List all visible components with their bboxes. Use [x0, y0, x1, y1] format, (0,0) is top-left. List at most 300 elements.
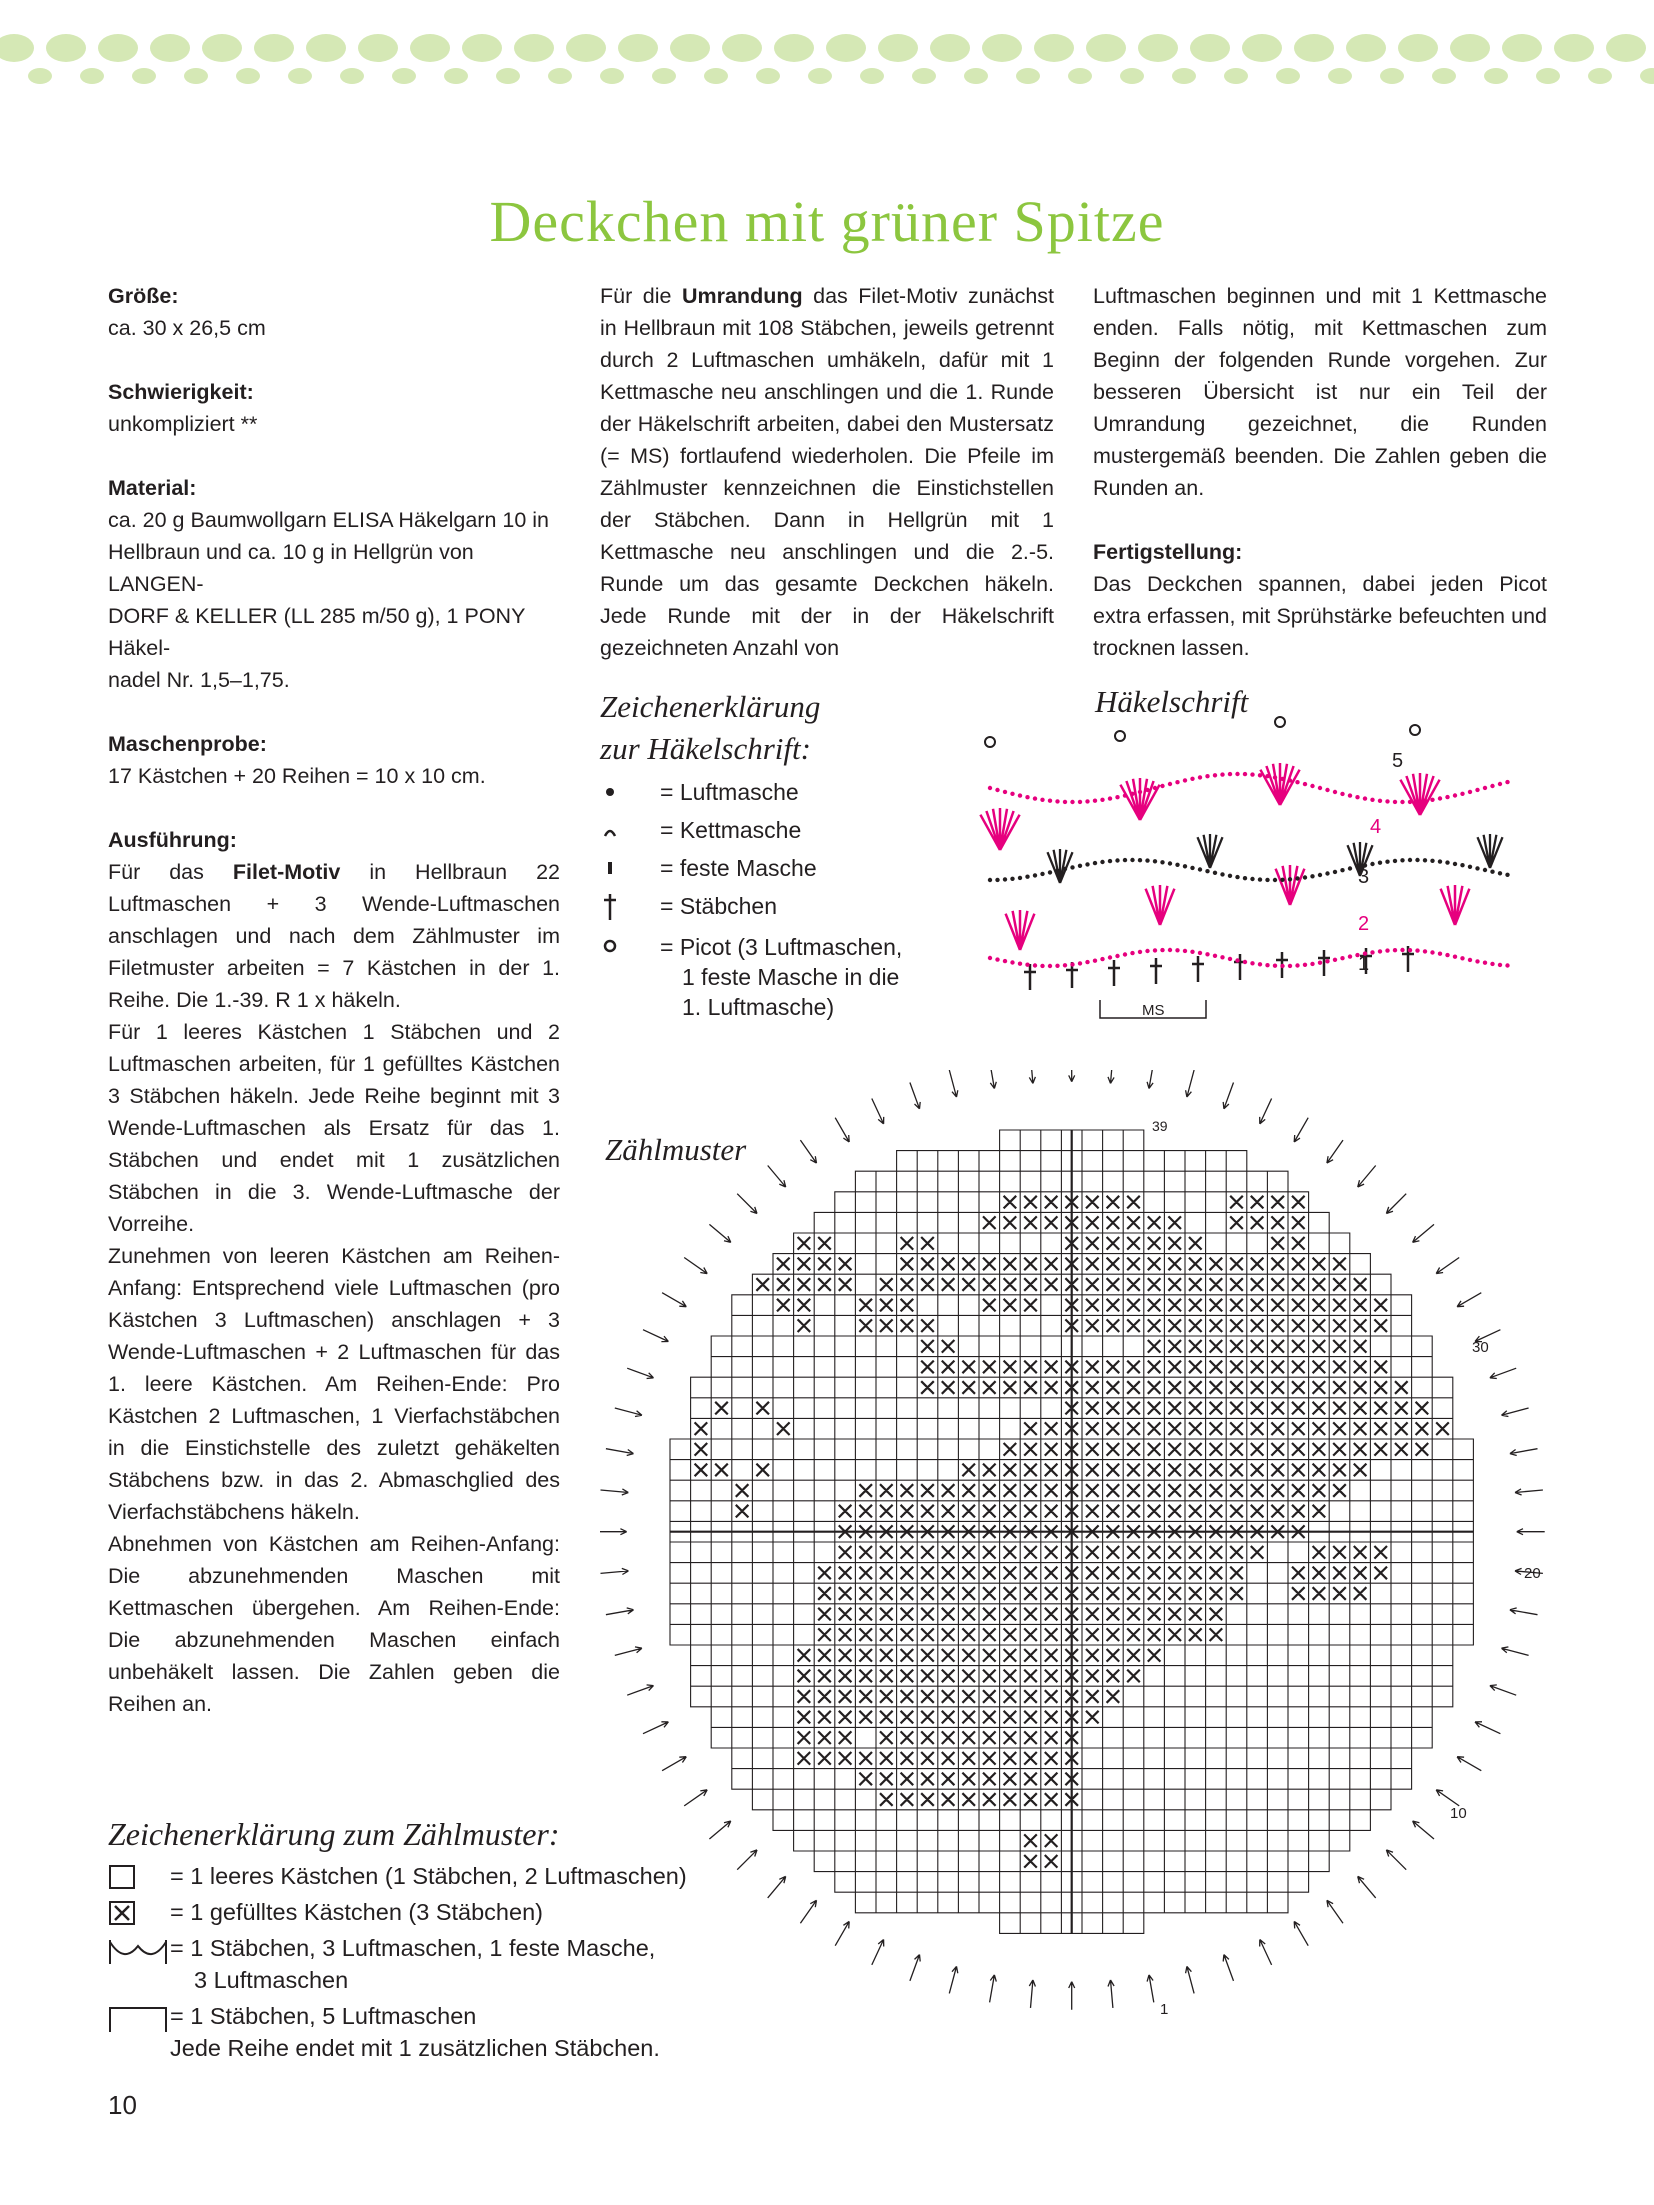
instructions-paragraph: Für 1 leeres Kästchen 1 Stäbchen und 2 Luftmaschen arbeiten, für 1 gefülltes Kästchen 3 Stäbchen häkeln. Jede Reihe beginnt mit 3 Wende-Luftmaschen als Ersatz für das 1. Stäbchen und endet mit 1 zusätzlichen Stäbchen in die 3. Wende-Luftmasche der Vorreihe.: [108, 1020, 560, 1236]
border-dot: [202, 34, 242, 62]
chain-dot: [1228, 957, 1232, 961]
chain-dot: [1325, 871, 1329, 875]
chain-dot: [1258, 877, 1262, 881]
border-dot: [652, 68, 676, 84]
round-3-stitches: [1048, 834, 1503, 883]
chain-dot: [1318, 786, 1322, 790]
border-dot: [808, 68, 832, 84]
chain-dot: [1003, 790, 1007, 794]
chain-dot: [1168, 948, 1172, 952]
chain-dot: [1250, 772, 1254, 776]
row-label: 30: [1472, 1339, 1489, 1356]
border-dot: [826, 34, 866, 62]
chain-dot: [1340, 792, 1344, 796]
border-dot: [496, 68, 520, 84]
chain-dot: [1505, 963, 1509, 967]
chain-dot: [1385, 799, 1389, 803]
chain-dot: [1303, 782, 1307, 786]
border-dot: [150, 34, 190, 62]
border-dot: [1068, 68, 1092, 84]
border-dot: [1276, 68, 1300, 84]
chain-dot: [1070, 800, 1074, 804]
chain-dot: [1205, 952, 1209, 956]
legend-item: = Picot (3 Luftmaschen, 1 feste Masche in die 1. Luftmasche): [600, 932, 930, 1022]
bracket-icon: [108, 2004, 168, 2034]
border-dot: [722, 34, 762, 62]
chain-dot: [1295, 963, 1299, 967]
chain-dot: [1265, 963, 1269, 967]
border-paragraph-cont: Luftmaschen beginnen und mit 1 Kettmasche enden. Falls nötig, mit Kettmaschen zum Beginn der folgenden Runde vorgehen. Zur besseren Übersicht ist nur ein Teil der Umrandung gezeichnet, die Runden mustergemäß beenden. Die Zahlen geben die Runden an.: [1093, 284, 1547, 500]
chain-dot: [1198, 775, 1202, 779]
border-dot: [80, 68, 104, 84]
instructions-paragraph: Abnehmen von Kästchen am Reihen-Anfang: Die abzunehmenden Maschen mit Kettmaschen übergehen. Am Reihen-Ende: Die abzunehmenden Maschen einfach unbehäkelt lassen. Die Zahlen geben die Reihen an.: [108, 1532, 560, 1716]
border-dot: [184, 68, 208, 84]
chain-dot: [1235, 875, 1239, 879]
chain-dot: [1093, 861, 1097, 865]
round-label: 5: [1392, 750, 1404, 772]
chain-dot: [1108, 796, 1112, 800]
round-label: 4: [1370, 816, 1382, 838]
chain-dot: [1183, 949, 1187, 953]
row-label: 1: [1160, 2001, 1169, 2018]
chain-dot: [1018, 876, 1022, 880]
chain-dot: [995, 878, 999, 882]
border-dot: [306, 34, 346, 62]
border-dot: [756, 68, 780, 84]
border-dot: [1588, 68, 1612, 84]
chain-dot: [1040, 872, 1044, 876]
chain-dot: [1130, 858, 1134, 862]
chain-dot: [1363, 796, 1367, 800]
chain-dot: [1445, 795, 1449, 799]
chain-dot: [1415, 948, 1419, 952]
chain-dot: [1423, 799, 1427, 803]
chain-dot: [1288, 877, 1292, 881]
chain-dot: [1400, 800, 1404, 804]
chain-dot: [988, 786, 992, 790]
border-dot: [392, 68, 416, 84]
chain-dot: [1393, 859, 1397, 863]
chain-dot: [1460, 863, 1464, 867]
chain-dot: [1055, 964, 1059, 968]
chain-dot: [1085, 862, 1089, 866]
chain-dot: [1280, 878, 1284, 882]
chain-dot: [1213, 773, 1217, 777]
chain-dot: [1475, 866, 1479, 870]
ms-label: MS: [1142, 1002, 1165, 1019]
finishing-label: Fertigstellung:: [1093, 540, 1243, 564]
chain-dot: [1025, 963, 1029, 967]
chain-dot: [1010, 960, 1014, 964]
chain-dot: [1348, 793, 1352, 797]
border-dot: [1450, 34, 1490, 62]
chain-dot: [1378, 949, 1382, 953]
chain-dot: [1145, 949, 1149, 953]
border-dot: [132, 68, 156, 84]
chain-dot: [1370, 798, 1374, 802]
chain-dot: [1055, 799, 1059, 803]
chain-dot: [1250, 877, 1254, 881]
border-dot: [878, 34, 918, 62]
chain-dot: [1453, 955, 1457, 959]
chain-dot: [1138, 858, 1142, 862]
chain-dot: [1123, 793, 1127, 797]
border-paragraph: Für die Umrandung das Filet-Motiv zunächst in Hellbraun mit 108 Stäbchen, jeweils getrennt durch 2 Luftmaschen umhäkeln, dafür mit 1 Kettmasche neu anschlingen und die 1. Runde der Häkelschrift arbeiten, dabei den Mustersatz (= MS) fortlaufend wiederholen. Die Pfeile im Zählmuster kennzeichnen die Einstichstellen der Stäbchen. Dann in Hellgrün mit 1 Kettmasche neu anschlingen und die 2.-5. Runde um das gesamte Deckchen häkeln. Jede Runde mit der in der Häkelschrift gezeichneten Anzahl von: [600, 284, 1055, 660]
column-3: [1093, 280, 1547, 664]
chain-dot: [1198, 867, 1202, 871]
chain-dot: [1220, 772, 1224, 776]
border-dot: [774, 34, 814, 62]
border-dot: [254, 34, 294, 62]
border-dot: [514, 34, 554, 62]
chain-dot: [1175, 948, 1179, 952]
empty-box-icon: [108, 1864, 136, 1890]
page-number: 10: [108, 2090, 137, 2120]
chain-dot: [1220, 872, 1224, 876]
chain-dot: [1475, 788, 1479, 792]
row-label: 20: [1524, 1565, 1541, 1582]
filled-box-icon: [108, 1900, 136, 1926]
chain-dot: [988, 878, 992, 882]
chain-dot: [1438, 859, 1442, 863]
chain-dot: [1190, 866, 1194, 870]
row-label: 10: [1450, 1805, 1467, 1822]
arch-icon: [108, 1936, 168, 1966]
chain-dot: [1483, 868, 1487, 872]
chain-dot: [1063, 963, 1067, 967]
chain-dot: [1123, 952, 1127, 956]
border-dot: [670, 34, 710, 62]
border-dot: [1294, 34, 1334, 62]
chain-dot: [1310, 784, 1314, 788]
picot: [985, 737, 995, 747]
chain-dot: [1003, 959, 1007, 963]
round-label: 3: [1358, 866, 1370, 888]
chain-dot: [1430, 859, 1434, 863]
chain-dot: [1430, 798, 1434, 802]
border-dot: [912, 68, 936, 84]
chain-dot: [1228, 772, 1232, 776]
top-dotted-border: [0, 0, 1654, 90]
chain-dot: [1400, 858, 1404, 862]
border-dot: [566, 34, 606, 62]
chain-dot: [1175, 780, 1179, 784]
border-dot: [1380, 68, 1404, 84]
border-dot: [1346, 34, 1386, 62]
border-dot: [1432, 68, 1456, 84]
difficulty-label: Schwierigkeit:: [108, 380, 254, 404]
picot: [1275, 717, 1285, 727]
chain-dot: [1333, 870, 1337, 874]
chain-dot: [1483, 961, 1487, 965]
chain-dot: [1250, 961, 1254, 965]
chain-dot: [1325, 788, 1329, 792]
chain-dot: [1108, 859, 1112, 863]
chain-dot: [1205, 869, 1209, 873]
chain-dot: [1123, 858, 1127, 862]
chain-dot: [1460, 792, 1464, 796]
chain-dot: [1070, 962, 1074, 966]
chain-dot: [1445, 953, 1449, 957]
border-dot: [1536, 68, 1560, 84]
chain-dot: [1115, 858, 1119, 862]
chain-dot: [1498, 963, 1502, 967]
legend-title: zur Häkelschrift:: [600, 731, 811, 766]
border-dot: [548, 68, 572, 84]
chain-dot: [1378, 799, 1382, 803]
border-dot: [930, 34, 970, 62]
column-2: [600, 280, 1054, 664]
chain-dot: [1423, 858, 1427, 862]
chain-dot: [1273, 775, 1277, 779]
material-label: Material:: [108, 476, 197, 500]
border-dot: [0, 34, 34, 62]
difficulty-value: unkompliziert **: [108, 412, 258, 436]
chain-dot: [1505, 873, 1509, 877]
chain-dot: [1048, 964, 1052, 968]
chain-dot: [1205, 774, 1209, 778]
material-line: ca. 20 g Baumwollgarn ELISA Häkelgarn 10 in: [108, 508, 550, 532]
border-dot: [1086, 34, 1126, 62]
chain-dot: [1130, 951, 1134, 955]
border-dot: [1640, 68, 1654, 84]
chain-dot: [1183, 778, 1187, 782]
chain-dot: [1303, 875, 1307, 879]
instructions-label: Ausführung:: [108, 828, 237, 852]
chain-dot: [1408, 858, 1412, 862]
legend-item: = Kettmasche: [600, 814, 930, 846]
chain-dot: [1453, 793, 1457, 797]
border-dot: [28, 68, 52, 84]
chain-dot: [1460, 956, 1464, 960]
border-dot: [1554, 34, 1594, 62]
border-dot: [1138, 34, 1178, 62]
chain-dot: [1340, 956, 1344, 960]
chain-dot: [1505, 780, 1509, 784]
chain-dot: [1033, 963, 1037, 967]
chain-dot: [1153, 859, 1157, 863]
chain-dot: [1160, 860, 1164, 864]
chain-dot: [1138, 950, 1142, 954]
border-dot: [236, 68, 260, 84]
border-dot: [1398, 34, 1438, 62]
chain-dot: [1438, 796, 1442, 800]
chain-dot: [1408, 948, 1412, 952]
chain-dot: [1160, 948, 1164, 952]
material-line: Hellbraun und ca. 10 g in Hellgrün von LANGEN-: [108, 540, 474, 596]
chain-dot: [1183, 864, 1187, 868]
chain-dot: [1048, 870, 1052, 874]
round-label: 2: [1358, 913, 1370, 935]
chain-dot: [1490, 784, 1494, 788]
chain-dot: [1415, 858, 1419, 862]
round-label: 1: [1358, 953, 1370, 975]
chain-dot: [1078, 800, 1082, 804]
chain-dot: [1198, 951, 1202, 955]
chain-dot: [1393, 800, 1397, 804]
row-label: 39: [1152, 1118, 1168, 1134]
border-dot: [1224, 68, 1248, 84]
legend-final-line: Jede Reihe endet mit 1 zusätzlichen Stäbchen.: [170, 2035, 660, 2061]
border-dot: [1606, 34, 1646, 62]
filet-chart-legend: [108, 1812, 708, 2064]
chain-dot: [1145, 858, 1149, 862]
chain-dot: [995, 957, 999, 961]
chain-dot: [1115, 954, 1119, 958]
chain-dot: [1498, 782, 1502, 786]
chain-dot: [1093, 959, 1097, 963]
chain-dot: [1490, 962, 1494, 966]
chain-dot: [1288, 964, 1292, 968]
border-dot: [46, 34, 86, 62]
border-dot: [1502, 34, 1542, 62]
border-dot: [1190, 34, 1230, 62]
border-dot: [1034, 34, 1074, 62]
chain-dot: [1235, 772, 1239, 776]
chain-dot: [1280, 964, 1284, 968]
chain-dot: [1153, 786, 1157, 790]
chain-dot: [1303, 963, 1307, 967]
border-dot: [98, 34, 138, 62]
chain-dot: [1153, 948, 1157, 952]
chain-dot: [1385, 948, 1389, 952]
filet-chart: [600, 1070, 1570, 2070]
chain-dot: [1468, 865, 1472, 869]
chain-dot: [1190, 950, 1194, 954]
chain-dot: [1490, 870, 1494, 874]
chain-dot: [1430, 950, 1434, 954]
arc-icon: [600, 814, 628, 846]
border-dot: [358, 34, 398, 62]
finishing-text: Das Deckchen spannen, dabei jeden Picot extra erfassen, mit Sprühstärke befeuchten und trocknen lassen.: [1093, 572, 1547, 660]
material-line: DORF & KELLER (LL 285 m/50 g), 1 PONY Häkel-: [108, 604, 526, 660]
chain-dot: [1295, 876, 1299, 880]
chain-dot: [1228, 874, 1232, 878]
picot: [1115, 731, 1125, 741]
border-dot: [288, 68, 312, 84]
chain-dot: [1370, 950, 1374, 954]
instructions-paragraph: Für das Filet-Motiv in Hellbraun 22 Luftmaschen + 3 Wende-Luftmaschen anschlagen und nach dem Zählmuster im Filetmuster arbeiten = 7 Kästchen in der 1. Reihe. Die 1.-39. R 1 x häkeln.: [108, 860, 560, 1012]
chain-dot: [1040, 798, 1044, 802]
chain-dot: [1333, 958, 1337, 962]
crochet-chart-title: Häkelschrift: [1095, 684, 1249, 719]
chain-dot: [1175, 863, 1179, 867]
chain-dot: [1415, 799, 1419, 803]
chain-dot: [1280, 777, 1284, 781]
border-dot: [704, 68, 728, 84]
chain-dot: [1145, 788, 1149, 792]
chain-dot: [1265, 878, 1269, 882]
chain-dot: [1265, 774, 1269, 778]
chain-dot: [1033, 796, 1037, 800]
legend-item: = 1 Stäbchen, 5 Luftmaschen: [108, 2000, 708, 2032]
chain-dot: [1370, 862, 1374, 866]
chain-dot: [1273, 878, 1277, 882]
chain-dot: [1258, 962, 1262, 966]
ring-icon: [600, 932, 628, 964]
border-dot: [600, 68, 624, 84]
chain-dot: [1355, 795, 1359, 799]
chain-dot: [1168, 861, 1172, 865]
chain-dot: [1100, 798, 1104, 802]
chain-dot: [1078, 961, 1082, 965]
chain-dot: [1483, 786, 1487, 790]
chain-dot: [1190, 777, 1194, 781]
border-dot: [462, 34, 502, 62]
chain-dot: [1468, 958, 1472, 962]
chain-dot: [1393, 948, 1397, 952]
chain-dot: [1040, 964, 1044, 968]
dot-icon: [600, 776, 628, 808]
chain-dot: [1100, 860, 1104, 864]
chain-dot: [1318, 873, 1322, 877]
chain-dot: [1243, 876, 1247, 880]
chain-dot: [1220, 955, 1224, 959]
gauge-value: 17 Kästchen + 20 Reihen = 10 x 10 cm.: [108, 764, 486, 788]
chain-dot: [1213, 954, 1217, 958]
legend-item: = 1 leeres Kästchen (1 Stäbchen, 2 Luftmaschen): [108, 1860, 708, 1892]
border-dot: [410, 34, 450, 62]
chain-dot: [1085, 960, 1089, 964]
gauge-label: Maschenprobe:: [108, 732, 267, 756]
border-dot: [618, 34, 658, 62]
border-dot: [1484, 68, 1508, 84]
chain-dot: [1445, 860, 1449, 864]
chain-dot: [1423, 949, 1427, 953]
chain-dot: [1400, 948, 1404, 952]
chain-dot: [1130, 792, 1134, 796]
legend-item: = 1 gefülltes Kästchen (3 Stäbchen): [108, 1896, 708, 1928]
page-title: Deckchen mit grüner Spitze: [489, 189, 1165, 254]
chain-dot: [1348, 866, 1352, 870]
border-dot: [964, 68, 988, 84]
chain-dot: [1100, 957, 1104, 961]
border-dot: [1016, 68, 1040, 84]
chain-dot: [1063, 800, 1067, 804]
chain-dot: [1318, 961, 1322, 965]
size-value: ca. 30 x 26,5 cm: [108, 316, 266, 340]
border-dot: [1328, 68, 1352, 84]
chain-dot: [1385, 860, 1389, 864]
cross-icon: [600, 890, 628, 922]
legend-title: Zeichenerklärung: [600, 689, 821, 724]
chain-dot: [1340, 868, 1344, 872]
border-dot: [444, 68, 468, 84]
chain-dot: [1085, 799, 1089, 803]
chain-dot: [1310, 962, 1314, 966]
material-line: nadel Nr. 1,5–1,75.: [108, 668, 290, 692]
chain-dot: [1010, 792, 1014, 796]
size-label: Größe:: [108, 284, 179, 308]
legend-item: = feste Masche: [600, 852, 930, 884]
round-1-stitches: [1024, 946, 1414, 990]
chain-dot: [1010, 877, 1014, 881]
chain-dot: [1025, 875, 1029, 879]
border-dot: [1172, 68, 1196, 84]
chain-dot: [1168, 782, 1172, 786]
chain-dot: [1070, 865, 1074, 869]
chain-dot: [1295, 780, 1299, 784]
chain-dot: [995, 788, 999, 792]
chain-dot: [1078, 864, 1082, 868]
chain-dot: [1325, 959, 1329, 963]
chain-dot: [1258, 773, 1262, 777]
legend-item: = Stäbchen: [600, 890, 930, 922]
chain-dot: [1348, 954, 1352, 958]
chain-dot: [1378, 861, 1382, 865]
legend-item: = Luftmasche: [600, 776, 930, 808]
legend-title: Zeichenerklärung zum Zählmuster:: [108, 1816, 560, 1852]
